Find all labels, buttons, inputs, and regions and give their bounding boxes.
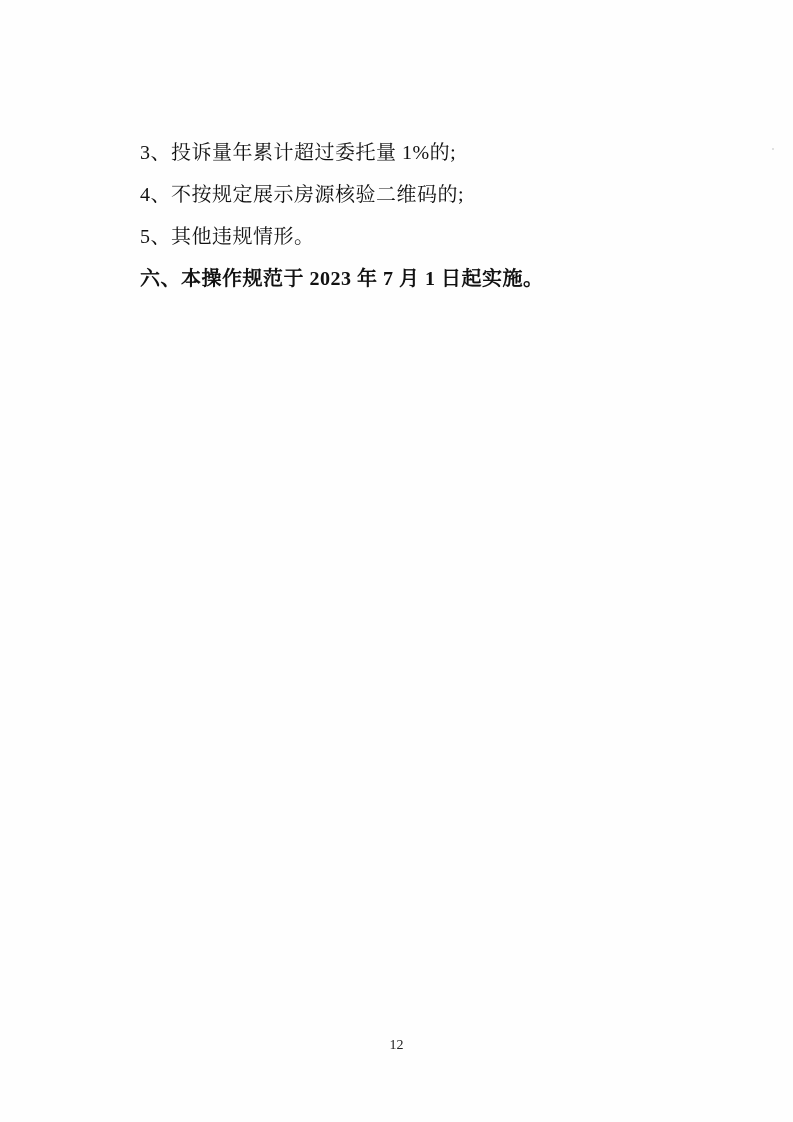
paragraph-item-5: 5、其他违规情形。 xyxy=(140,226,315,248)
scan-speck xyxy=(772,148,774,150)
page-number: 12 xyxy=(389,1038,404,1053)
paragraph-item-4: 4、不按规定展示房源核验二维码的; xyxy=(140,184,465,206)
paragraph-section-six: 六、本操作规范于 2023 年 7 月 1 日起实施。 xyxy=(140,268,544,290)
paragraph-item-3: 3、投诉量年累计超过委托量 1%的; xyxy=(140,142,457,164)
document-body xyxy=(140,132,660,300)
